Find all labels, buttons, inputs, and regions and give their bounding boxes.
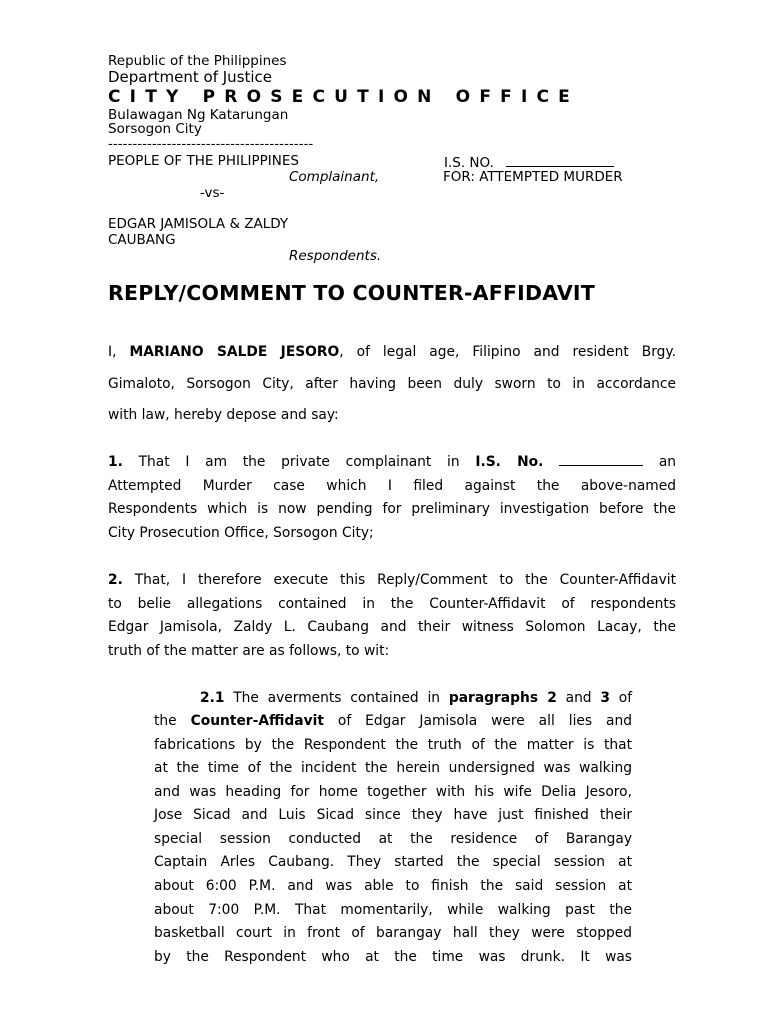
intro-line-3: with law, hereby depose and say:	[108, 407, 339, 423]
para1-line-4: City Prosecution Office, Sorsogon City;	[108, 525, 374, 541]
respondents-names-line1: EDGAR JAMISOLA & ZALDY	[108, 216, 289, 232]
para21-line-9: about 6:00 P.M. and was able to finish the said session at	[154, 878, 632, 894]
para2-line-3: Edgar Jamisola, Zaldy L. Caubang and their witness Solomon Lacay, the	[108, 619, 676, 635]
para21-line-10: about 7:00 P.M. That momentarily, while walking past the	[154, 902, 632, 918]
para21-line-7: special session conducted at the residence of Barangay	[154, 831, 632, 847]
para1-is-no-blank	[559, 454, 643, 466]
para1-line-1: 1. That I am the private complainant in I.S. No. an	[108, 454, 677, 470]
plaintiff-name: PEOPLE OF THE PHILIPPINES	[108, 153, 299, 169]
para1-is-no: I.S. No.	[475, 454, 544, 470]
city-line: Sorsogon City	[108, 121, 202, 137]
para2-line-4: truth of the matter are as follows, to wit:	[108, 643, 390, 659]
department-line: Department of Justice	[108, 68, 273, 86]
para2-line-2: to belie allegations contained in the Counter-Affidavit of respondents	[108, 596, 676, 612]
para21-line-3: fabrications by the Respondent the truth of the matter is that	[154, 737, 632, 753]
respondents-names-line2: CAUBANG	[108, 232, 176, 248]
para21-line-12: by the Respondent who at the time was drunk. It was	[154, 949, 632, 965]
para21-line-1: 2.1 The averments contained in paragraphs 2 and 3 of	[200, 690, 633, 706]
respondents-label: Respondents.	[289, 248, 382, 264]
is-number-blank	[506, 155, 614, 167]
intro-line-2: Gimaloto, Sorsogon City, after having been duly sworn to in accordance	[108, 376, 676, 392]
republic-line: Republic of the Philippines	[108, 53, 287, 69]
para1-number: 1.	[108, 454, 123, 470]
versus-label: -vs-	[200, 185, 225, 201]
para21-line-8: Captain Arles Caubang. They started the special session at	[154, 854, 632, 870]
case-charge: FOR: ATTEMPTED MURDER	[443, 169, 623, 185]
para21-line-4: at the time of the incident the herein undersigned was walking	[154, 760, 632, 776]
affiant-name: MARIANO SALDE JESORO	[129, 344, 340, 360]
para2-number: 2.	[108, 572, 123, 588]
header-divider: ------------------------------------------	[108, 137, 314, 152]
para1-line-3: Respondents which is now pending for preliminary investigation before the	[108, 501, 676, 517]
office-title: CITY PROSECUTION OFFICE	[108, 87, 579, 107]
para1-line-2: Attempted Murder case which I filed against the above-named	[108, 478, 676, 494]
is-number-label: I.S. NO.	[444, 155, 494, 171]
para21-line-6: Jose Sicad and Luis Sicad since they have just finished their	[154, 807, 632, 823]
para2-line-1: 2. That, I therefore execute this Reply/Comment to the Counter-Affidavit	[108, 572, 676, 588]
para21-line-2: the Counter-Affidavit of Edgar Jamisola were all lies and	[154, 713, 632, 729]
building-line: Bulawagan Ng Katarungan	[108, 107, 289, 123]
para21-number: 2.1	[200, 690, 225, 706]
document-title: REPLY/COMMENT TO COUNTER-AFFIDAVIT	[108, 281, 595, 305]
intro-line-1: I, MARIANO SALDE JESORO, of legal age, Filipino and resident Brgy.	[108, 344, 676, 360]
complainant-label: Complainant,	[289, 169, 380, 185]
para21-line-11: basketball court in front of barangay hall they were stopped	[154, 925, 632, 941]
para21-line-5: and was heading for home together with his wife Delia Jesoro,	[154, 784, 632, 800]
